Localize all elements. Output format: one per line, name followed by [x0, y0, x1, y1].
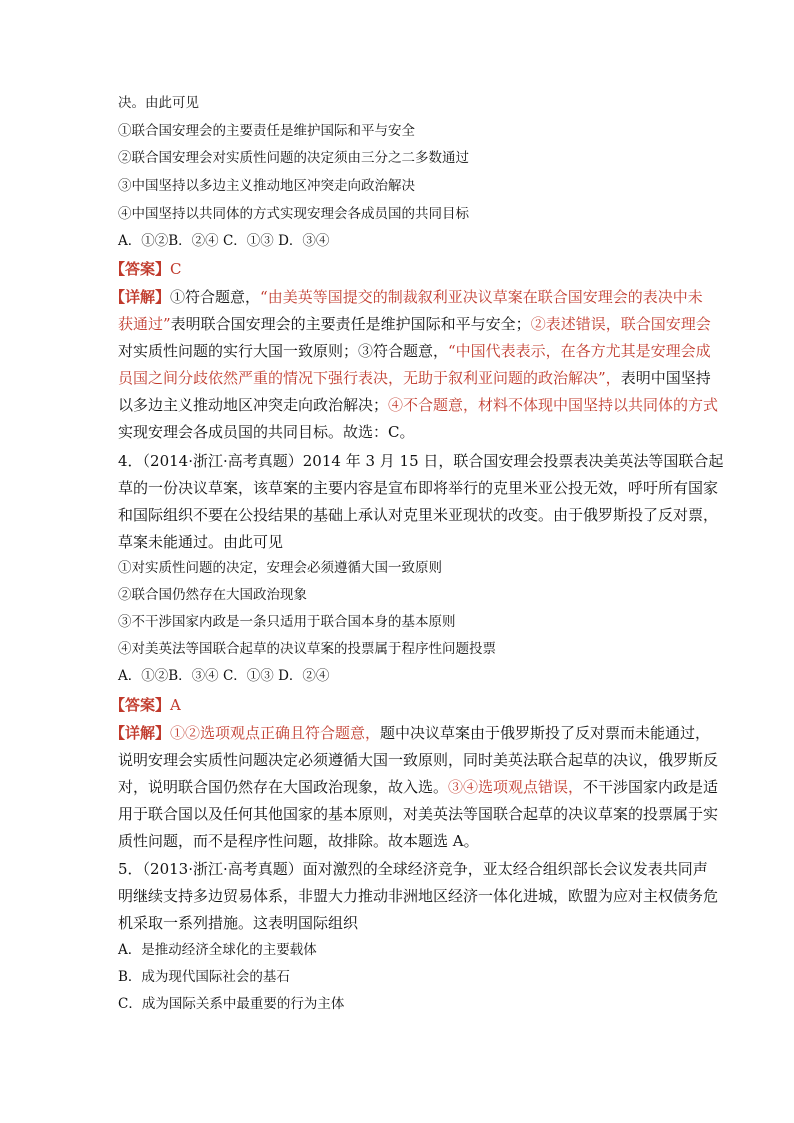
q4-stem-line-3: 和国际组织不要在公投结果的基础上承认对克里米亚现状的改变。由于俄罗斯投了反对票， — [118, 506, 719, 524]
q4-detail-line-2 — [118, 747, 718, 773]
q3-detail-line-4 — [118, 365, 711, 391]
q5-option-b: B．成为现代国际社会的基石 — [118, 969, 290, 985]
q4-detail-line-4 — [118, 801, 718, 827]
q3-detail-line-6 — [118, 419, 414, 445]
q3-option-4: ④中国坚持以共同体的方式实现安理会各成员国的共同目标 — [118, 206, 469, 222]
detail-seg: 获通过” — [118, 315, 171, 333]
answer-tag: 【答案】 — [110, 260, 171, 278]
q4-detail-line-5 — [118, 828, 479, 854]
q3-option-1: ①联合国安理会的主要责任是维护国际和平与安全 — [118, 123, 415, 139]
detail-seg: ①②选项观点正确且符合题意， — [170, 724, 381, 742]
q4-detail-line-3 — [118, 774, 718, 800]
answer-tag: 【答案】 — [110, 696, 171, 714]
q3-choices: A．①②B．②④ C．①③ D．③④ — [118, 233, 330, 249]
q4-answer — [110, 692, 181, 718]
q5-option-a: A．是推动经济全球化的主要载体 — [118, 942, 317, 958]
q5-stem-line-3: 机采取一系列措施。这表明国际组织 — [118, 914, 359, 932]
detail-seg: ②表述错误，联合国安理会 — [530, 315, 711, 333]
q4-choices: A．①②B．③④ C．①③ D．②④ — [118, 668, 330, 684]
q3-detail-line-1 — [110, 284, 703, 310]
detail-seg: ①符合题意， — [170, 288, 261, 306]
q3-detail-line-5 — [118, 392, 718, 418]
q4-stem-line-4: 草案未能通过。由此可见 — [118, 533, 284, 551]
q5-stem-line-2: 明继续支持多边贸易体系，非盟大力推动非洲地区经济一体化进城，欧盟为应对主权债务危 — [118, 887, 719, 905]
detail-seg: 表明联合国安理会的主要责任是维护国际和平与安全； — [170, 315, 531, 333]
q4-option-2: ②联合国仍然存在大国政治现象 — [118, 587, 307, 603]
detail-seg: 用于联合国以及任何其他国家的基本原则，对美英法等国联合起草的决议草案的投票属于实 — [118, 805, 719, 823]
q3-stem-tail: 决。由此可见 — [118, 95, 199, 111]
detail-seg: ④不合题意，材料不体现中国坚持以共同体的方式 — [388, 396, 719, 414]
q5-option-c: C．成为国际关系中最重要的行为主体 — [118, 996, 345, 1012]
detail-seg: “中国代表表示，在各方尤其是安理会成 — [448, 342, 711, 360]
detail-seg: 以多边主义推动地区冲突走向政治解决； — [118, 396, 389, 414]
q4-option-1: ①对实质性问题的决定，安理会必须遵循大国一致原则 — [118, 560, 442, 576]
detail-seg: 题中决议草案由于俄罗斯投了反对票而未能通过， — [380, 724, 711, 742]
answer-value: C — [170, 260, 182, 278]
detail-seg: 表明中国坚持 — [620, 369, 711, 387]
q4-stem-line-1: 4．（2014·浙江·高考真题）2014 年 3 月 15 日，联合国安理会投票表决美英法等国联合起 — [118, 452, 724, 470]
detail-seg: 对实质性问题的实行大国一致原则；③符合题意， — [118, 342, 449, 360]
q3-answer — [110, 256, 182, 282]
q3-option-3: ③中国坚持以多边主义推动地区冲突走向政治解决 — [118, 178, 415, 194]
detail-seg: “由美英等国提交的制裁叙利亚决议草案在联合国安理会的表决中未 — [260, 288, 703, 306]
q3-option-2: ②联合国安理会对实质性问题的决定须由三分之二多数通过 — [118, 150, 469, 166]
detail-seg: 说明安理会实质性问题决定必须遵循大国一致原则，同时美英法联合起草的决议，俄罗斯反 — [118, 751, 719, 769]
q5-stem-line-1: 5．（2013·浙江·高考真题）面对激烈的全球经济竞争，亚太经合组织部长会议发表共同声 — [118, 860, 708, 878]
detail-tag: 【详解】 — [110, 724, 171, 742]
detail-seg: 不干涉国家内政是适 — [583, 778, 719, 796]
detail-seg: 实现安理会各成员国的共同目标。故选：C。 — [118, 423, 415, 441]
q3-detail-line-2 — [118, 311, 711, 337]
q3-detail-line-3 — [118, 338, 711, 364]
q4-option-3: ③不干涉国家内政是一条只适用于联合国本身的基本原则 — [118, 614, 456, 630]
q4-detail-line-1 — [110, 720, 710, 746]
detail-seg: 质性问题，而不是程序性问题，故排除。故本题选 A。 — [118, 832, 479, 850]
detail-seg: 对，说明联合国仍然存在大国政治现象，故入选。 — [118, 778, 449, 796]
q4-stem-line-2: 草的一份决议草案，该草案的主要内容是宣布即将举行的克里米亚公投无效，呼吁所有国家 — [118, 479, 719, 497]
answer-value: A — [170, 696, 181, 714]
detail-seg: ③④选项观点错误， — [448, 778, 584, 796]
detail-tag: 【详解】 — [110, 288, 171, 306]
detail-seg: 员国之间分歧依然严重的情况下强行表决，无助于叙利亚问题的政治解决”， — [118, 369, 621, 387]
q4-option-4: ④对美英法等国联合起草的决议草案的投票属于程序性问题投票 — [118, 641, 496, 657]
